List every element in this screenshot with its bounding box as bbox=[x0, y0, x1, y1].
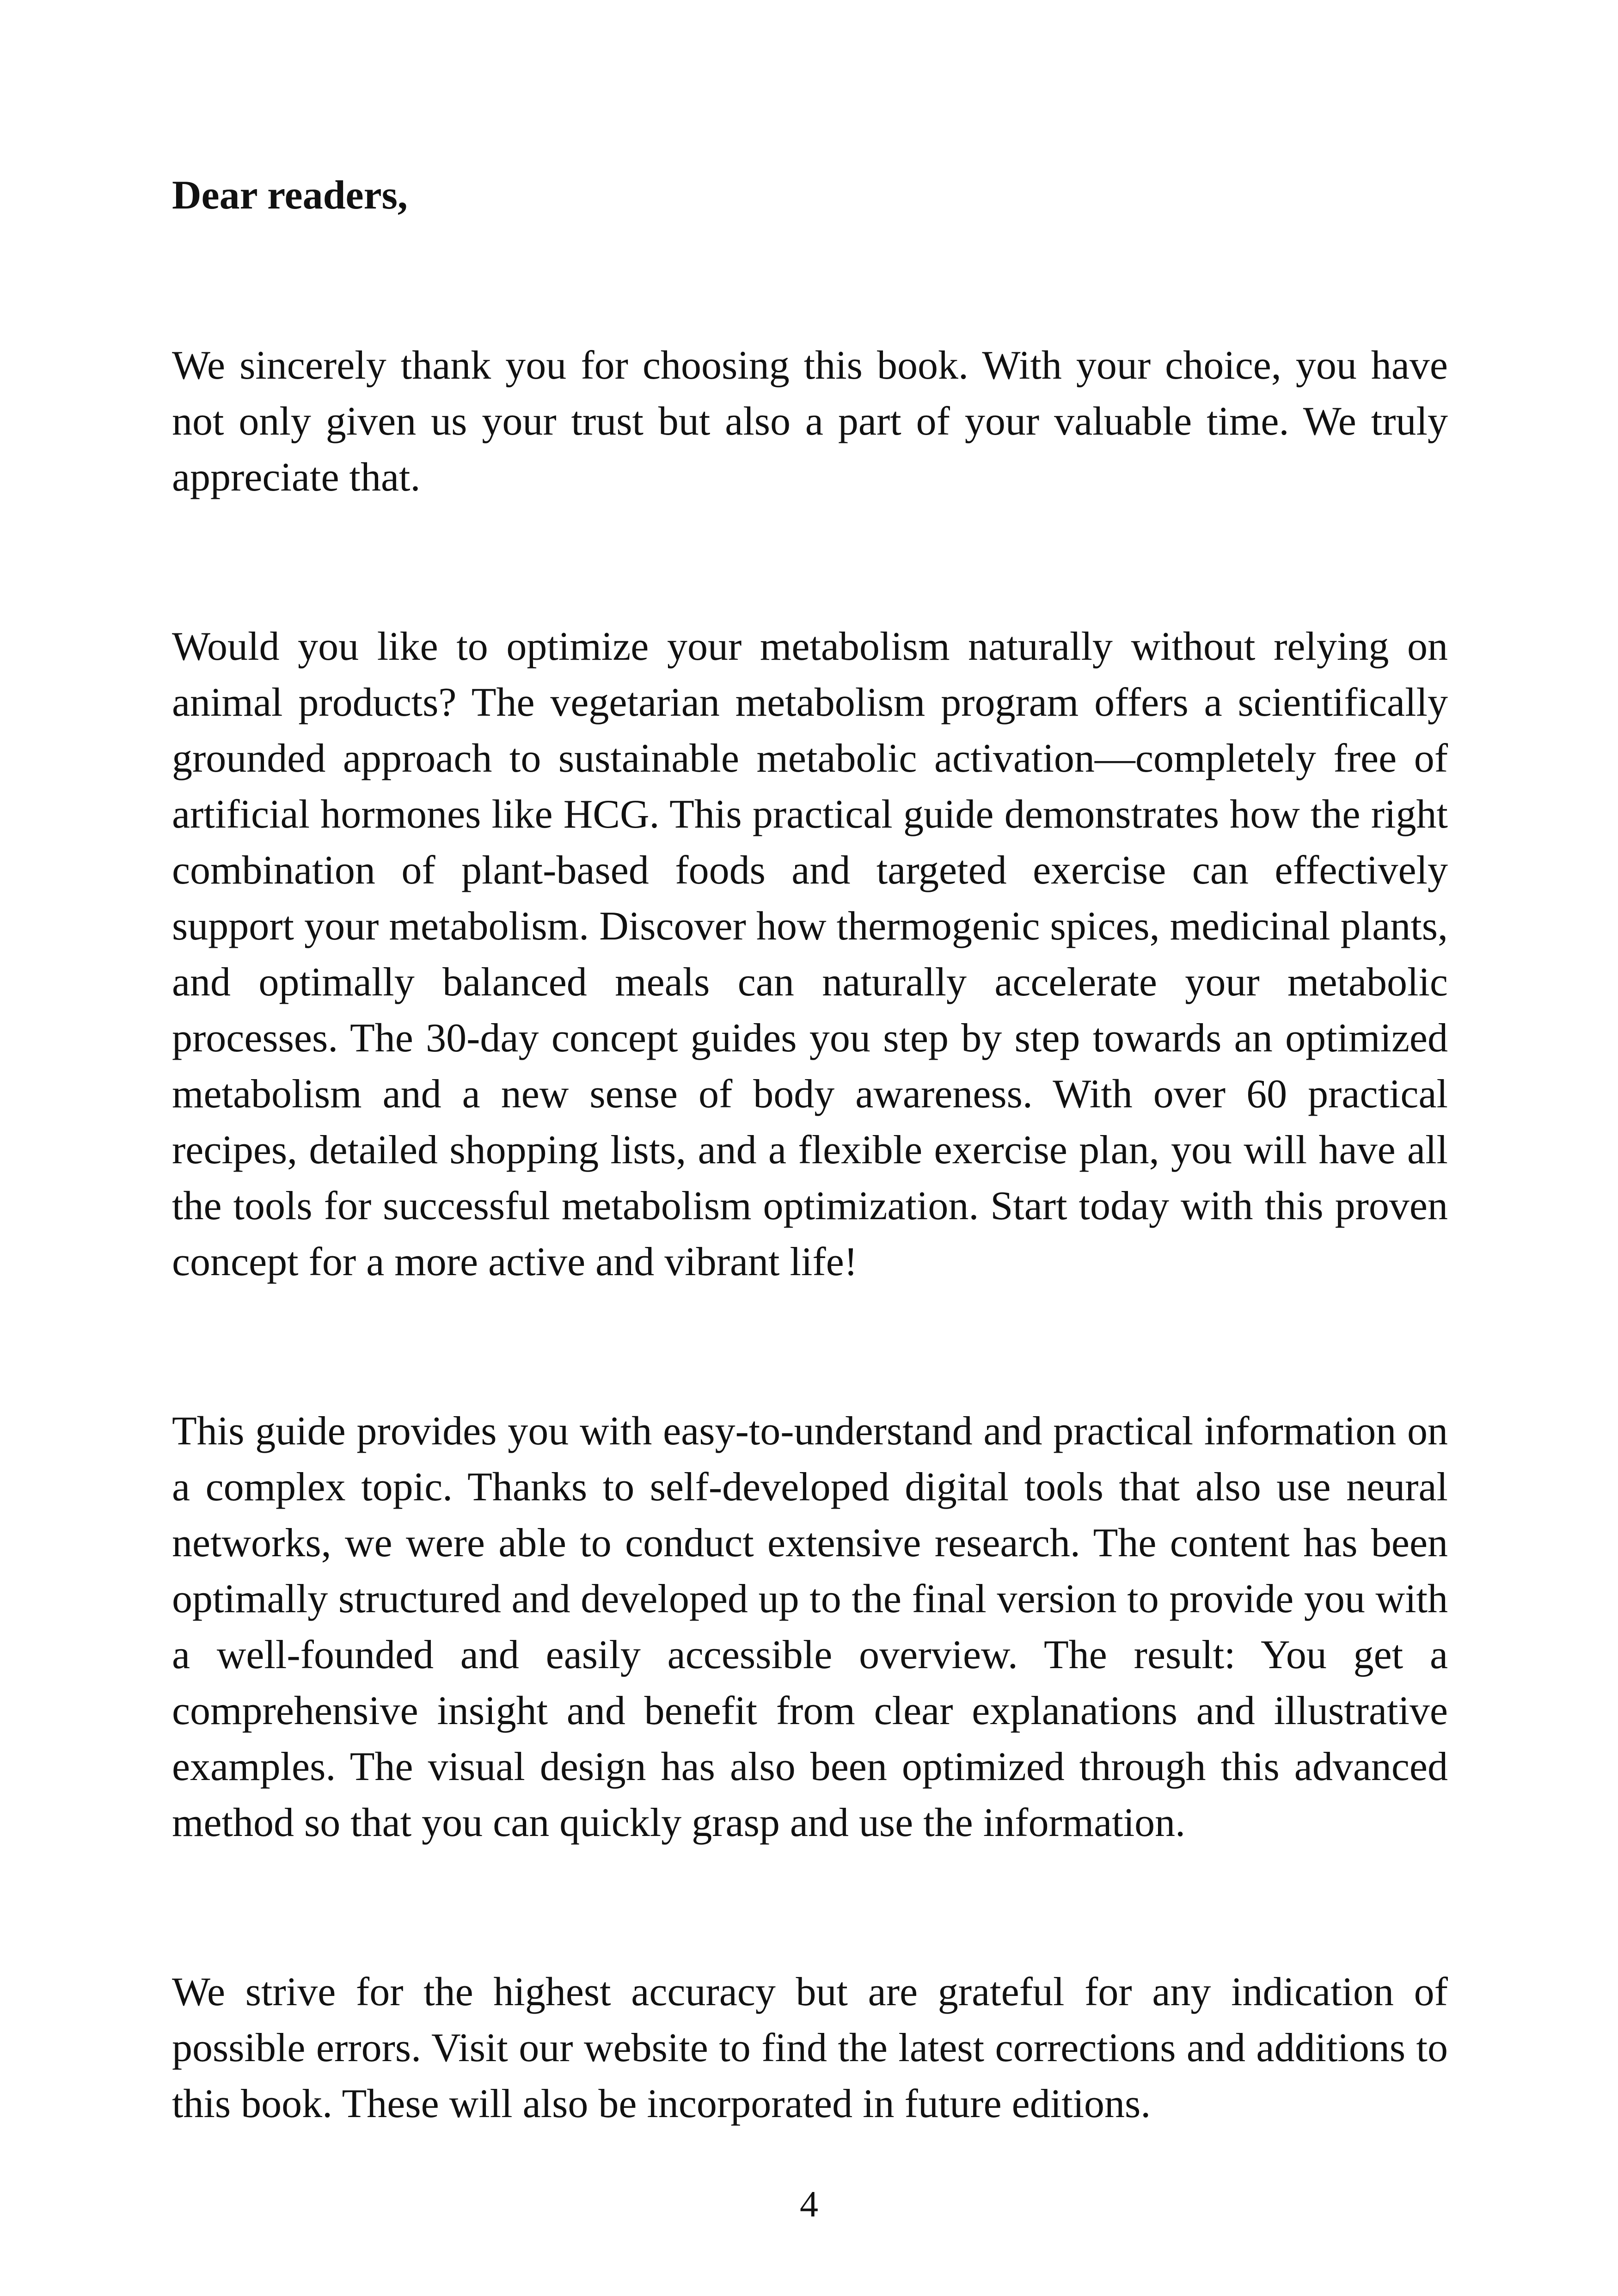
letter-body bbox=[172, 338, 1448, 2132]
paragraph-program-overview: Would you like to optimize your metabolism naturally without relying on animal products? The vegetarian metabolism program offers a scientifically grounded approach to sustainable metabolic activation—completely free of artificial hormones like HCG. This practical guide demonstrates how the right combination of plant-based foods and targeted exercise can effectively support your metabolism. Discover how thermogenic spices, medicinal plants, and optimally balanced meals can naturally accelerate your metabolic processes. The 30-day concept guides you step by step towards an optimized metabolism and a new sense of body awareness. With over 60 practical recipes, detailed shopping lists, and a flexible exercise plan, you will have all the tools for successful metabolism optimization. Start today with this proven concept for a more active and vibrant life! bbox=[172, 624, 1448, 1284]
paragraph-thanks: We sincerely thank you for choosing this book. With your choice, you have not only given us your trust but also a part of your valuable time. We truly appreciate that. bbox=[172, 343, 1448, 500]
paragraph-guide-method: This guide provides you with easy-to-understand and practical information on a complex topic. Thanks to self-developed digital tools that also use neural networks, we were able to conduct extensive research. The content has been optimally structured and developed up to the final version to provide you with a well-founded and easily accessible overview. The result: You get a comprehensive insight and benefit from clear explanations and illustrative examples. The visual design has also been optimized through this advanced method so that you can quickly grasp and use the information. bbox=[172, 1409, 1448, 1845]
paragraph-corrections: We strive for the highest accuracy but are grateful for any indication of possible errors. Visit our website to find the latest corrections and additions to this book. These will also be incorporated in future editions. bbox=[172, 1970, 1448, 2126]
page-number: 4 bbox=[800, 2184, 818, 2225]
salutation-heading: Dear readers, bbox=[172, 173, 408, 218]
